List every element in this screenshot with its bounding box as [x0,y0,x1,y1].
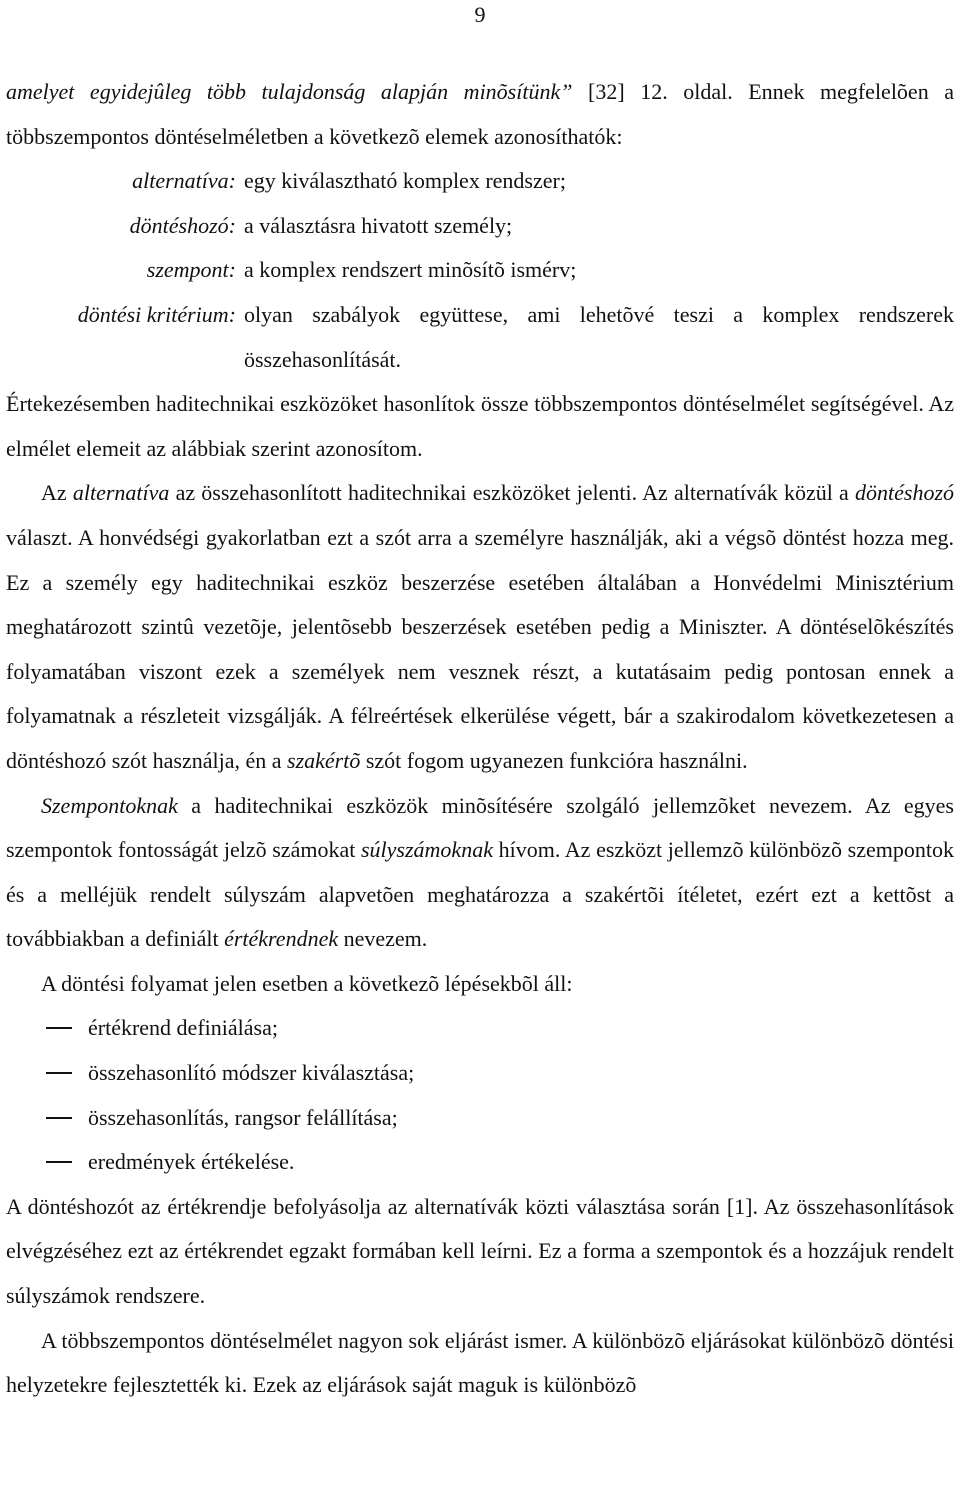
text: választ. A honvédségi gyakorlatban ezt a szót arra a személyre használják, aki a végsõ döntést hozza meg. Ez a személy egy haditechnikai eszköz beszerzése esetében általában a Honvédelmi Minisztérium meghatározott szintû vezetõje, jelentõsebb beszerzések esetében pedig a Miniszter. A döntéselõkészítés folyamatában viszont ezek a személyek nem vesznek részt, a kutatásaim pedig pontosan ennek a folyamatnak a részleteit vizsgálják. A félreértések elkerülése végett, bár a szakirodalom következetesen a döntéshozó szót használja, én a [6,524,954,773]
paragraph-intro-text: [32] 12. oldal. Ennek megfelelõen a többszempontos döntéselméletben a következõ elemek azonosíthatók: [6,79,954,149]
term-weights: súlyszámoknak [360,837,493,863]
definition-term: szempont: [146,257,236,283]
paragraph-intro [6,70,954,159]
definition-term: döntési kritérium: [77,301,236,327]
dash-icon [6,1006,88,1051]
paragraph-thesis: Értekezésemben haditechnikai eszközöket hasonlítok össze többszempontos döntéselmélet segítségével. Az elmélet elemeit az alábbiak szerint azonosítom. [6,391,954,461]
definition-item [0,204,954,249]
text: az összehasonlított haditechnikai eszközöket jelenti. Az alternatívák közül a [169,480,855,506]
dash-icon [6,1051,88,1096]
definition-list [0,159,954,382]
list-item [6,1096,954,1141]
term-value-system: értékrendnek [224,926,339,952]
list-item-text: összehasonlítás, rangsor felállítása; [88,1104,398,1130]
list-item [6,1006,954,1051]
dash-icon [6,1096,88,1141]
paragraph-process: A döntési folyamat jelen esetben a következõ lépésekbõl áll: [41,970,573,996]
definition-desc: a komplex rendszert minõsítõ ismérv; [244,257,577,283]
definition-term: alternatíva: [132,168,236,194]
definition-item [0,293,954,382]
paragraph-criteria [6,784,954,962]
list-item-text: értékrend definiálása; [88,1015,278,1041]
dash-icon [6,1140,88,1185]
definition-term: döntéshozó: [129,212,236,238]
text: Az [41,480,73,506]
quote-end: amelyet egyidejûleg több tulajdonság alapján minõsítünk” [6,79,573,104]
list-item [6,1140,954,1185]
list-item-text: eredmények értékelése. [88,1149,295,1175]
document-body [6,70,954,1408]
page-number: 9 [474,2,486,27]
paragraph-value-system: A döntéshozót az értékrendje befolyásolja az alternatívák közti választása során [1]. Az összehasonlítások elvégzéséhez ezt az értékrendet egzakt formában kell leírni. Ez a forma a szempontok és a hozzájuk rendelt súlyszámok rendszere. [6,1193,954,1309]
paragraph-methods: A többszempontos döntéselmélet nagyon sok eljárást ismer. A különbözõ eljárásokat különbözõ döntési helyzetekre fejlesztették ki. Ezek az eljárások saját maguk is különbözõ [6,1327,954,1398]
text: szót fogom ugyanezen funkcióra használni. [360,747,748,773]
process-steps-list [6,1006,954,1184]
definition-desc: egy kiválasztható komplex rendszer; [244,168,566,194]
text: hívom. Az eszközt jellemzõ különbözõ szempontok és a melléjük rendelt súlyszám alapvetõen meghatározza a szakértõi ítéletet, ezért ezt a kettõst a továbbiakban a definiált [6,837,954,952]
text: a haditechnikai eszközök minõsítésére szolgáló jellemzõket nevezem. Az egyes szempontok fontosságát jelzõ számokat [6,792,954,863]
list-item [6,1051,954,1096]
text: nevezem. [338,926,428,952]
term-expert: szakértõ [287,747,361,773]
term-decision-maker: döntéshozó [855,480,954,506]
definition-desc: olyan szabályok együttese, ami lehetõvé teszi a komplex rendszerek összehasonlítását. [244,301,954,372]
definition-item [0,248,954,293]
definition-desc: a választásra hivatott személy; [244,212,513,238]
list-item-text: összehasonlító módszer kiválasztása; [88,1060,415,1086]
term-alternative: alternatíva [72,480,170,506]
term-criteria: Szempontoknak [41,792,178,818]
definition-item [0,159,954,204]
paragraph-alternative [6,471,954,783]
